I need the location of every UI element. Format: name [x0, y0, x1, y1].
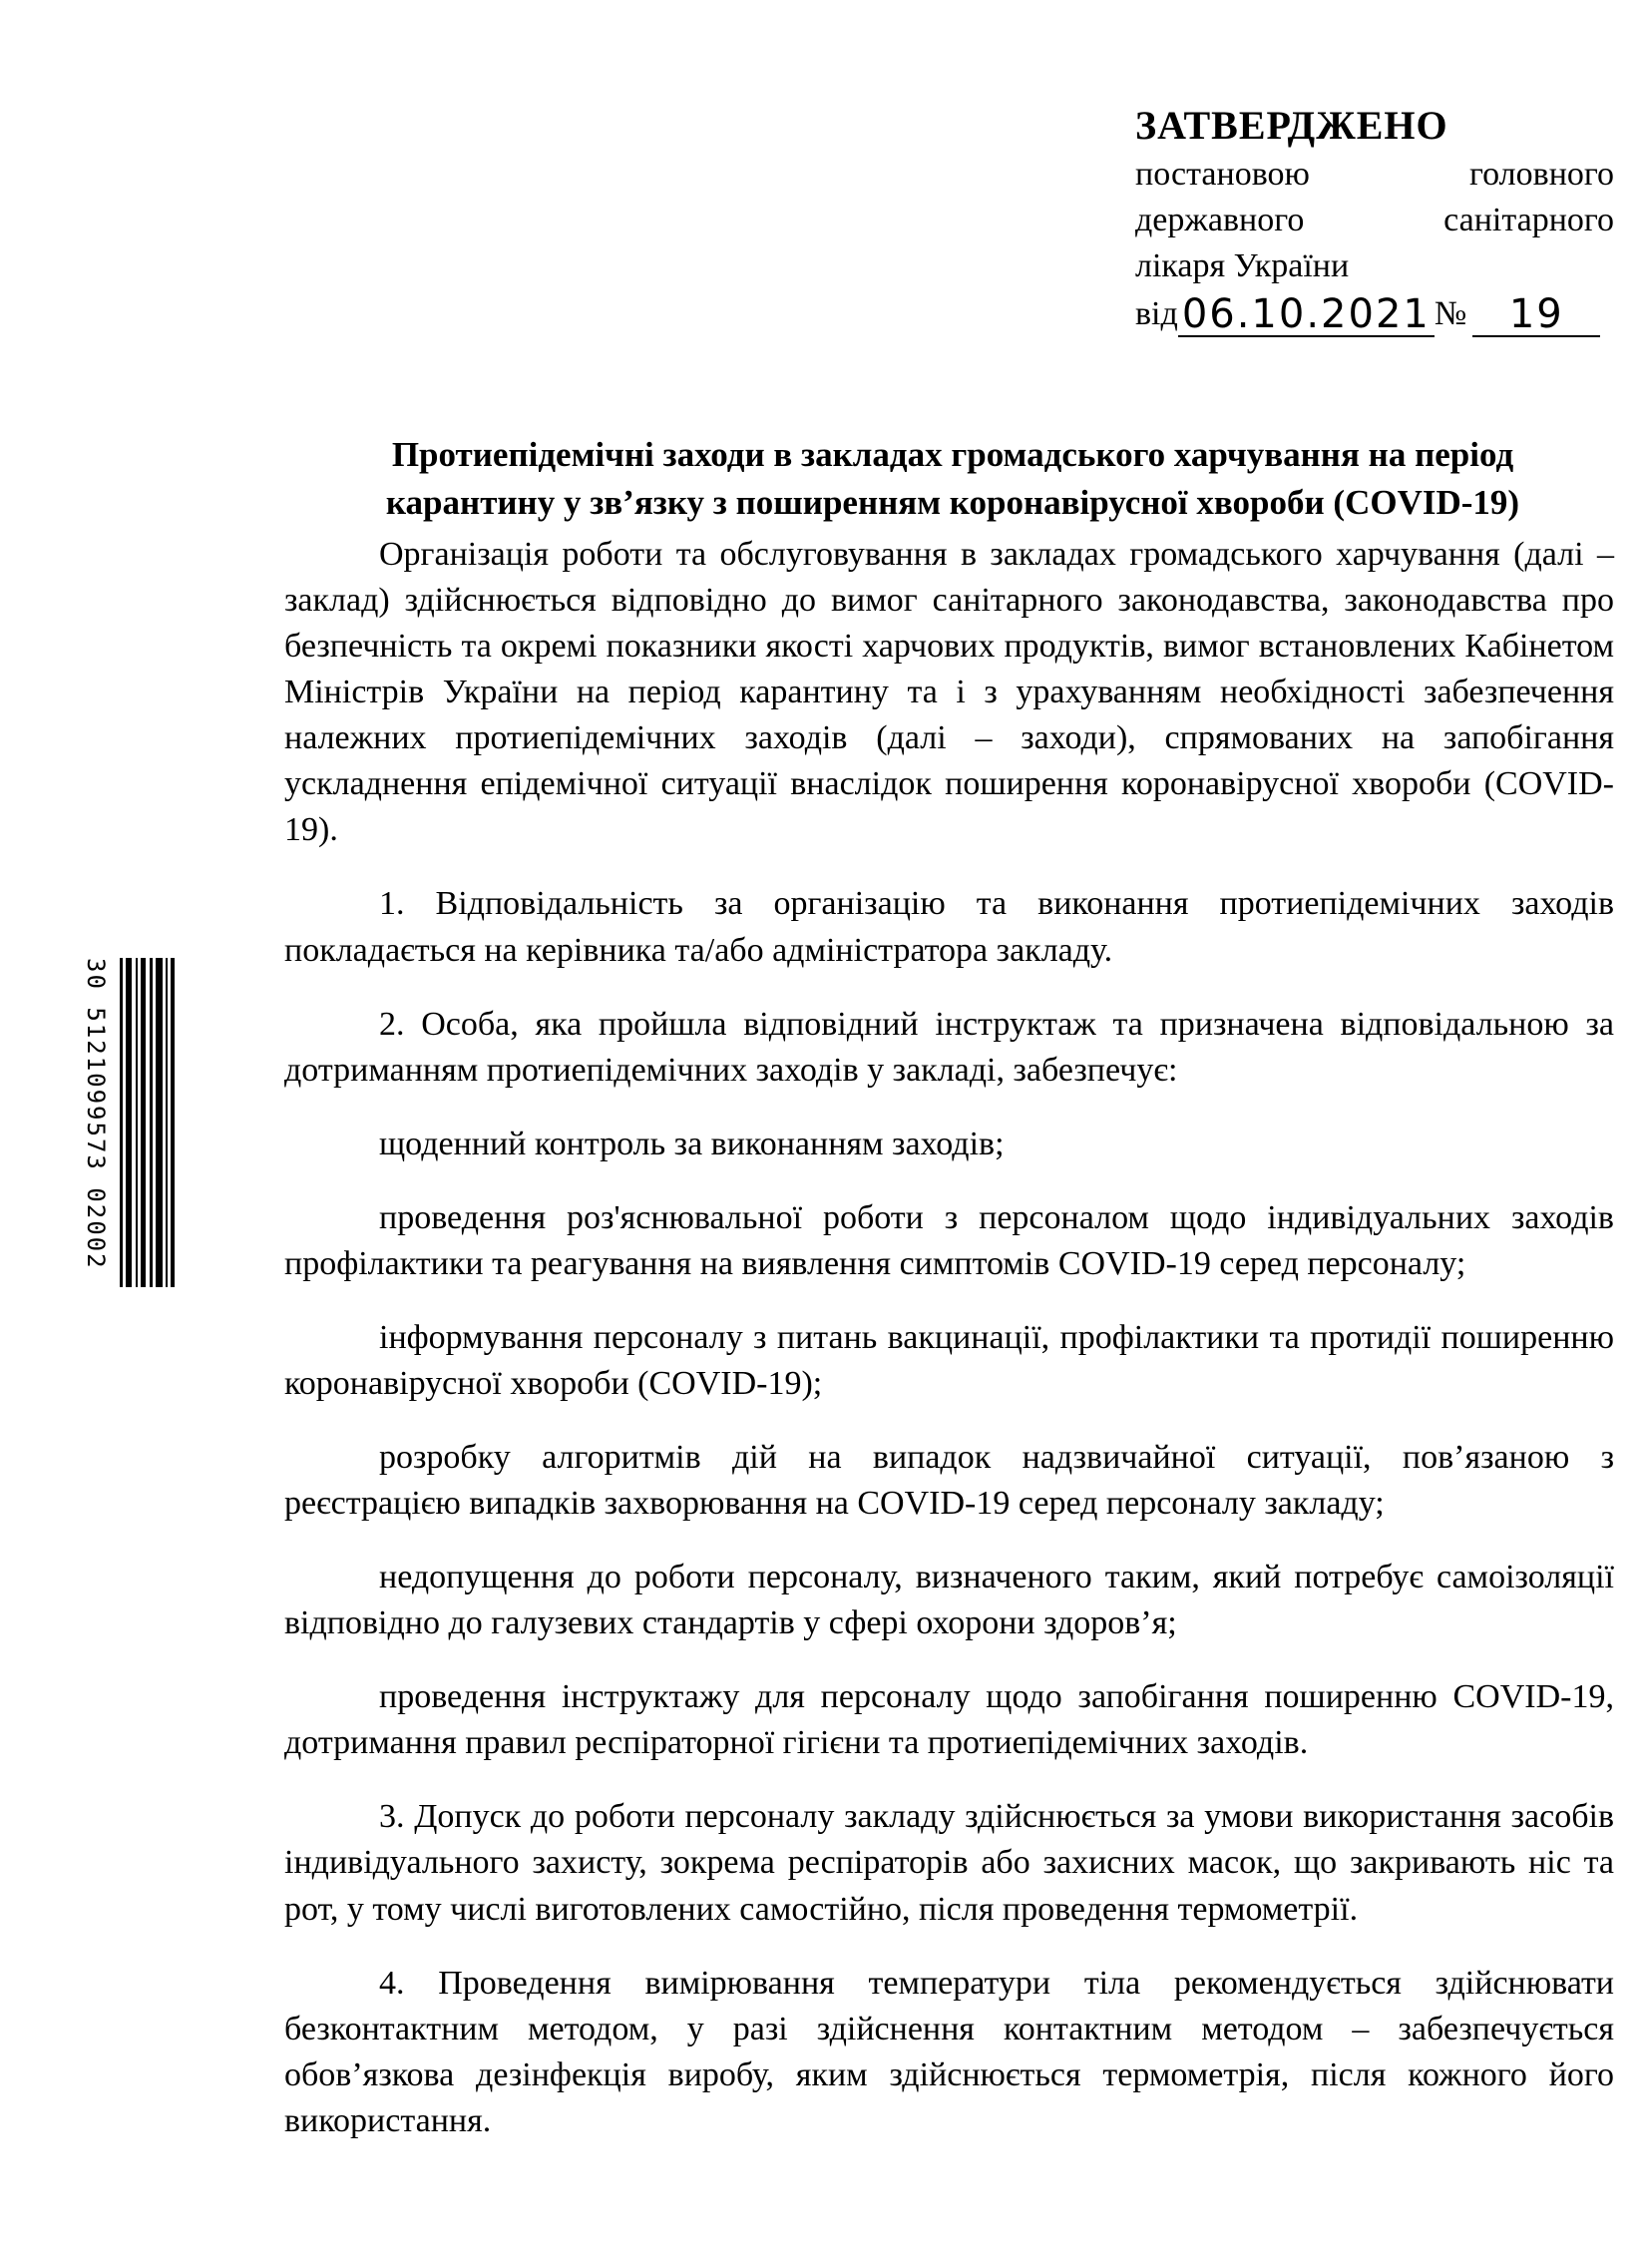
approval-line-2-right: санітарного — [1443, 201, 1614, 238]
title-line-2: карантину у зв’язку з поширенням коронавірусної хвороби (COVID-19) — [385, 482, 1520, 522]
sub-item: розробку алгоритмів дій на випадок надзвичайної ситуації, пов’язаною з реєстрацією випадків захворювання на COVID-19 серед персоналу закладу; — [284, 1439, 1614, 1523]
barcode-number: 30 5121099573 02002 — [82, 958, 110, 1270]
approval-line-2 — [1135, 198, 1614, 243]
approval-heading: ЗАТВЕРДЖЕНО — [1135, 103, 1448, 148]
sub-item: щоденний контроль за виконанням заходів; — [379, 1125, 1005, 1162]
sub-item: недопущення до роботи персоналу, визначеного таким, який потребує самоізоляції відповідно до галузевих стандартів у сфері охорони здоров’я; — [284, 1559, 1614, 1642]
date-prefix: від — [1135, 294, 1178, 332]
paragraph-item-3: 3. Допуск до роботи персоналу закладу здійснюється за умови використання засобів індивідуального захисту, зокрема респіраторів або захисних масок, що закривають ніс та рот, у тому числі виготовлених самостійно, після проведення термометрії. — [284, 1798, 1614, 1928]
approval-date-line — [1135, 291, 1614, 337]
sub-item: інформування персоналу з питань вакцинації, профілактики та протидії поширенню коронавірусної хвороби (COVID-19); — [284, 1318, 1614, 1402]
document-title — [284, 431, 1621, 527]
number-sign: № — [1434, 294, 1467, 332]
approval-line-1-left: постановою — [1135, 156, 1310, 193]
paragraph-item-2: 2. Особа, яка пройшла відповідний інструктаж та призначена відповідальною за дотриманням протиепідемічних заходів у закладі, забезпечує: — [284, 1005, 1614, 1089]
paragraph-intro: Організація роботи та обслуговування в закладах громадського харчування (далі – заклад) здійснюється відповідно до вимог санітарного законодавства, законодавства про безпечність та окремі показники якості харчових продуктів, вимог встановлених Кабінетом Міністрів України на період карантину та і з урахуванням необхідності забезпечення належних протиепідемічних заходів (далі – заходи), спрямованих на запобігання ускладнення епідемічної ситуації внаслідок поширення коронавірусної хвороби (COVID-19). — [284, 536, 1614, 849]
title-line-1: Протиепідемічні заходи в закладах громадського харчування на період — [391, 435, 1514, 474]
approval-line-3: лікаря України — [1135, 246, 1350, 284]
sub-item: проведення роз'яснювальної роботи з персоналом щодо індивідуальних заходів профілактики та реагування на виявлення симптомів COVID-19 серед персоналу; — [284, 1198, 1614, 1282]
approval-line-1 — [1135, 152, 1614, 198]
handwritten-date: 06.10.2021 — [1178, 293, 1435, 337]
approval-block — [1135, 102, 1614, 337]
approval-line-1-right: головного — [1469, 156, 1614, 193]
paragraph-item-1: 1. Відповідальність за організацію та виконання протиепідемічних заходів покладається на керівника та/або адміністратора закладу. — [284, 885, 1614, 969]
sub-item: проведення інструктажу для персоналу щодо запобігання поширенню COVID-19, дотримання правил респіраторної гігієни та протиепідемічних заходів. — [284, 1678, 1614, 1762]
approval-line-2-left: державного — [1135, 201, 1305, 238]
document-body — [284, 532, 1614, 2144]
handwritten-number: 19 — [1472, 293, 1600, 337]
paragraph-item-4: 4. Проведення вимірювання температури тіла рекомендується здійснювати безконтактним методом, у разі здійснення контактним методом – забезпечується обов’язкова дезінфекція виробу, яким здійснюється термометрія, після кожного його використання. — [284, 1964, 1614, 2139]
